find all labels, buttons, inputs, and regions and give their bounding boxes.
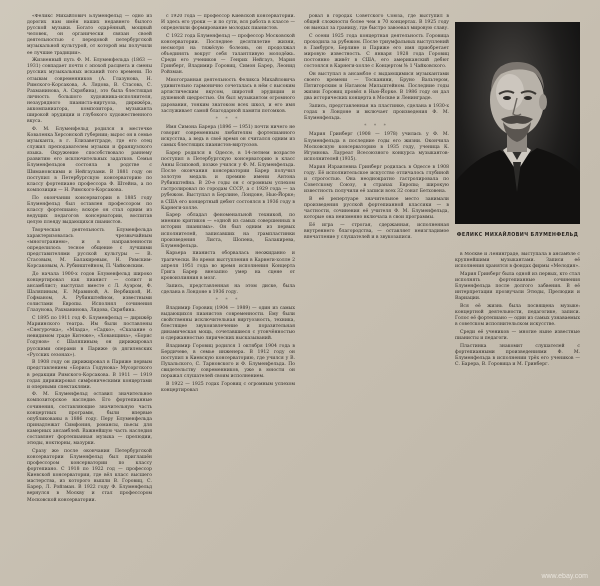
paragraph: С 1895 по 1911 год Ф. Блуменфельд — дирижёр Мариинского театра. Им были поставлены «Снегурочка», «Млада», «Садко», «Сказание о невидимом граде Китеже», «Хованщина», «Борис Годунов» с Шаляпиным; он дирижировал русскими операми в Париже (в дягилевских «Русских сезонах»). — [27, 316, 152, 358]
paragraph: Мария Гринберг (1908 — 1978) училась у Ф. М. Блуменфельда в последние годы его жизни. Окончила Московскую консерваторию в 1935 году, ученица К. Игумнова. Лауреат Всесоюзного конкурса музыкантов-исполнителей (1935). — [304, 132, 449, 162]
portrait-icon — [455, 22, 580, 224]
paragraph: Имя Симона Барера (1896 — 1951) почти ничего не говорит современным любителям фортепианного искусства, а ведь в своё время он считался одним из самых блестящих пианистов-виртуозов. — [161, 124, 295, 149]
paragraph: Карьера пианиста оборвалась неожиданно и трагически. Во время выступления в Карнеги-холле 2 апреля 1951 года во время исполнения Концерта Грига Барер внезапно умер на сцене от кровоизлияния в мозг. — [161, 251, 295, 281]
section-separator: * * * — [215, 297, 241, 303]
paragraph: Он выступал в ансамбле с выдающимися музыкантами своего времени — Тосканини, Бруно Вальтером, Пятигорским и Натаном Мильштейном. Последние годы жизни Горовиц провёл в Нью-Йорке. В 1986 году он дал два исторических концерта в Москве и Ленинграде. — [304, 72, 449, 102]
paragraph: ровал в городах Советского Союза, где выступил в общей сложности более чем в 70 концертах. В 1925 году он выехал за границу, где быстро завоевал мировую славу. — [304, 14, 449, 32]
paragraph: Владимир Горовиц (1904 — 1989) — один из самых выдающихся пианистов современности. Ему были свойственны исключительная виртуозность, техника, блестящее звукоизвлечение и поразительная динамическая мощь, сочетавшиеся с утончённостью и сдержанностью лирических высказываний. — [161, 305, 295, 342]
paragraph: Владимир Горовиц родился 1 октября 1904 года в Бердичеве, в семье инженера. В 1912 году он поступил в Киевскую консерваторию, где учился у В. Пухальского, С. Тарновского и Ф. Блуменфельда. По свидетельству современников, уже в юности он поражал слушателей своим исполнением. — [161, 343, 295, 380]
paragraph: Барер обладал феноменальной техникой, по мнению критиков — «одной из самых совершенных в истории пианизма». Он был одним из первых исполнителей, записавших на грампластинки произведения Листа, Шопена, Балакирева, Блуменфельда. — [161, 213, 295, 249]
portrait-caption: ФЕЛИКС МИХАЙЛОВИЧ БЛУМЕНФЕЛЬД — [456, 233, 579, 238]
paragraph: Сразу же после окончания Петербургской консерватории Блуменфельд был приглашён профессором консерватории по классу фортепиано. С 1918 по 1922 год — профессор Киевской консерватории, где вёл класс высшего мастерства, из которого вышли В. Горовиц, С. Барер, Л. Ройзман. В 1922 году Ф. Блуменфельд вернулся в Москву и стал профессором Московской консерватории. — [27, 448, 152, 503]
watermark: www.ebay.com — [541, 573, 588, 580]
paragraph: Ф. М. Блуменфельд родился в местечке Коваленка Херсонской губернии; вырос он в семье музыканта, в г. Елизаветграде, где его отец служил преподавателем музыки и французского языка. Окружение способствовало раннему развитию его исключительных задатков. Семья Блуменфельдов состояла в родстве с Шимановскими и Нейгаузами. В 1881 году он поступил в Петербургскую консерваторию по классу фортепиано профессора Ф. Штейна, а по композиции — Н. Римского-Корсакова. — [27, 126, 152, 193]
paragraph: «Феликс Михайлович Блуменфельд — одно из дорогих нам имён наших недавнего былого русской музыки. Богато одарённый, мощный человек, он органически связан своей деятельностью с передовой петербургской музыкальной культурой, от которой мы получили ее лучшие традиции». — [27, 14, 152, 56]
text-column-3 — [304, 14, 449, 580]
paragraph: До начала 1900-х годов Блуменфельд широко концертировал как пианист — солист и ансамблист; выступал вместе с Л. Ауэром, Ф. Шаляпиным, Е. Мравиной, А. Вербицкой, И. Гофманом, А. Рубинштейном, известными солистами Европы. Исполнял сочинения Глазунова, Рахманинова, Лядова, Скрябина. — [27, 271, 152, 314]
paragraph: Барер родился в Одессе, в 14-летнем возрасте поступил в Петербургскую консерваторию в класс Анны Есиповой, позже учился у Ф. М. Блуменфельда. После окончания консерватории Барер получил золотую медаль и премию имени Антона Рубинштейна. В 20-е годы он с огромным успехом гастролировал по городам СССР, а с 1929 года — за рубежом. Выступал в Берлине, Лондоне, Нью-Йорке; в США его концертный дебют состоялся в 1936 году в Карнеги-холле. — [161, 150, 295, 211]
portrait-photo — [455, 22, 580, 224]
paragraph: В её репертуаре значительное место занимали произведения русской фортепианной классики — в частности, сочинения её учителя Ф. М. Блуменфельда, которые она неизменно включала в свои программы. — [304, 196, 449, 220]
paragraph: Мария Гринберг была одной из первых, кто стал исполнять фортепианные сочинения Блуменфельда после долгого забвения. В её интерпретации прозвучали Этюды, Прелюдии и Вариации. — [455, 271, 580, 302]
paragraph: В 1908 году он дирижировал в Париже первым представлением «Бориса Годунова» Мусоргского в редакции Римского-Корсакова. В 1911 — 1919 годах дирижировал симфоническими концертами и оперными спектаклями. — [27, 360, 152, 390]
paragraph: в Москве и Ленинграде, выступала в ансамбле с крупнейшими музыкантами. Записи её исполнения хранятся в фондах фирмы «Мелодия». — [455, 252, 580, 270]
text-column-2 — [161, 14, 295, 580]
paragraph: с 1920 года — профессор Киевской консерватории. И здесь его уроки — и по сути, вся работа в классе — определили формирование молодых пианистов. — [161, 14, 295, 32]
paragraph: В 1922 — 1925 годах Горовиц с огромным успехом концертировал — [161, 382, 295, 394]
paragraph: Запись, представленная на пластинке, сделана в 1930-х годах в Лондоне и включает произведения Ф. М. Блуменфельда. — [304, 104, 449, 122]
paragraph: С осени 1925 года концертная деятельность Горовица проходила за рубежом. После триумфальных выступлений в Гамбурге, Берлине и Париже его имя приобретает мировую известность. С января 1928 года Горовиц постоянно живёт в США, его американский дебют состоялся в Карнеги-холле с Концертом № 1 Чайковского. — [304, 33, 449, 70]
text-column-1 — [27, 14, 152, 580]
paragraph: Запись, представленная на этом диске, была сделана в Лондоне в 1936 году. — [161, 283, 295, 295]
paragraph: С 1922 года Блуменфельд — профессор Московской консерватории. Последнее десятилетие жизни, несмотря на тяжёлую болезнь, он продолжал объединять вокруг себя талантливую молодёжь. Среди его учеников — Генрих Нейгауз, Мария Гринберг, Владимир Горовиц, Симон Барер, Леонид Ройзман. — [161, 33, 295, 76]
paragraph: Вся её жизнь была посвящена музыке: концертной деятельности, педагогике, записи. Голос её фортепиано — один из самых узнаваемых в советском исполнительском искусстве. — [455, 303, 580, 328]
paragraph: Ф. М. Блуменфельд оставил значительное композиторское наследие. Его фортепианные сочинения, составляющие значительную часть концертных программ, были впервые опубликованы в 1886 году. Перу Блуменфельда принадлежат Симфония, романсы, пьесы для камерных ансамблей. Важнейшую часть наследия составляет фортепианная музыка — прелюдии, этюды, ноктюрны, мазурки. — [27, 392, 152, 447]
paragraph: Среди её учеников — многие ныне известные пианисты и педагоги. — [455, 329, 580, 341]
paragraph: Многогранная деятельность Феликса Михайловича удивительно гармонично сочеталась в нём с высоким артистическим вкусом, широтой эрудиции и душевной щедростью. Он был музыкантом огромного дарования, тонким знатоком всех школ, и его имя заслуживает самой благодарной памяти потомков. — [161, 78, 295, 114]
section-separator: * * * — [364, 124, 389, 130]
paragraph: Пластинка знакомит слушателей с фортепианными произведениями Ф. М. Блуменфельда в исполнении трёх его учеников — С. Барера, В. Горовица и М. Гринберг. — [455, 343, 580, 367]
paragraph: Мария Израилевна Гринберг родилась в Одессе в 1908 году. Её исполнительское искусство отличалось глубиной и строгостью. Она неоднократно гастролировала по Советскому Союзу, в странах Европы; широкую известность получили её записи всех 32 сонат Бетховена. — [304, 164, 449, 194]
section-separator: * * * — [215, 116, 241, 122]
paragraph: По окончании консерватории в 1885 году Блуменфельд был оставлен профессором по классу фортепиано; вскоре он стал одним из ведущих педагогов консерватории, воспитав целую плеяду выдающихся пианистов. — [27, 195, 152, 225]
text-column-4 — [455, 252, 580, 580]
paragraph: Её игра — строгая, сдержанная, исполненная внутреннего благородства, — оставляет неизгладимое впечатление у слушателей и в звукозаписи. — [304, 222, 449, 240]
paragraph: Творческая деятельность Блуменфельда характеризовалась чрезвычайным «многогранием», и в направленности определилось тесное общение с лучшими представителями русской культуры — В. Стасовым, М. Балакиревым, Н. Римским-Корсаковым, А. Рубинштейном, П. Чайковским. — [27, 227, 152, 270]
paragraph: Жизненный путь Ф. М. Блуменфельда (1863 — 1931) совпадает почти с эпохой расцвета и смены русских музыкальных исканий того времени. По отзывам современников (А. Глазунова, Н. Римского-Корсакова, А. Лядова, В. Стасова, С. Рахманинова, А. Скрябина), это была блестящая личность большого художника-исполнителя, незаурядного пианиста-виртуоза, дирижёра, аккомпаниатора, композитора, музыканта широкой эрудиции и глубокого художественного вкуса. — [27, 58, 152, 125]
